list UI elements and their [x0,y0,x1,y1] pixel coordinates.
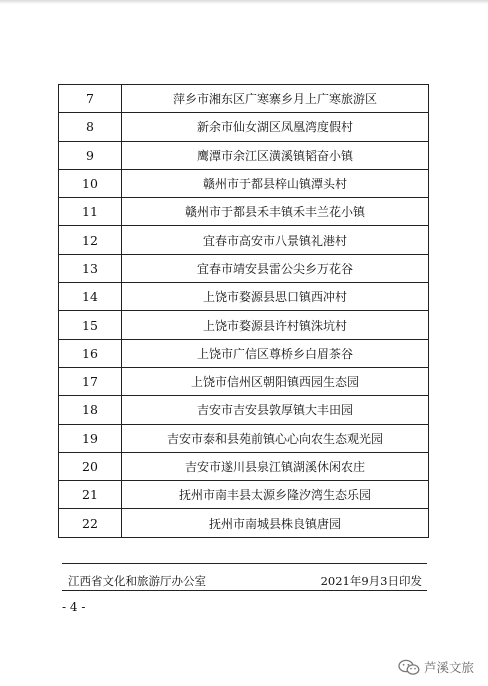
row-number: 15 [59,311,122,339]
row-number: 9 [59,141,122,169]
spot-name: 新余市仙女湖区凤凰湾度假村 [122,113,429,141]
spot-name: 抚州市南城县株良镇唐园 [122,509,429,537]
row-number: 7 [59,85,122,113]
row-number: 16 [59,339,122,367]
spot-name: 宜春市靖安县雷公尖乡万花谷 [122,254,429,282]
spot-name: 吉安市吉安县敦厚镇大丰田园 [122,396,429,424]
spot-name: 上饶市广信区尊桥乡白眉茶谷 [122,339,429,367]
table-row [59,424,429,452]
table-row [59,198,429,226]
table-row [59,226,429,254]
spot-name: 赣州市于都县梓山镇潭头村 [122,169,429,197]
spot-name: 赣州市于都县禾丰镇禾丰兰花小镇 [122,198,429,226]
row-number: 13 [59,254,122,282]
table-body [59,85,429,538]
scenic-spot-table [58,84,429,538]
spot-name: 上饶市婺源县许村镇洙坑村 [122,311,429,339]
spot-name: 上饶市信州区朝阳镇西园生态园 [122,367,429,395]
spot-name: 吉安市遂川县泉江镇湖溪休闲农庄 [122,452,429,480]
spot-name: 上饶市婺源县思口镇西冲村 [122,283,429,311]
table-row [59,339,429,367]
table-row [59,452,429,480]
table-row [59,311,429,339]
wechat-icon [398,659,420,676]
page-top-edge [0,0,488,4]
row-number: 18 [59,396,122,424]
row-number: 21 [59,481,122,509]
table-row [59,169,429,197]
issue-date: 2021年9月3日印发 [320,574,422,588]
spot-name: 抚州市南丰县太源乡隆汐湾生态乐园 [122,481,429,509]
row-number: 11 [59,198,122,226]
footer-top-rule [62,563,427,564]
table-row [59,85,429,113]
table-row [59,254,429,282]
table-row [59,509,429,537]
wechat-watermark [398,658,474,676]
table-row [59,367,429,395]
table-row [59,141,429,169]
row-number: 19 [59,424,122,452]
page-number: - 4 - [62,600,86,614]
row-number: 10 [59,169,122,197]
spot-name: 吉安市泰和县苑前镇心心向农生态观光园 [122,424,429,452]
footer-bottom-rule [62,590,427,591]
row-number: 17 [59,367,122,395]
row-number: 8 [59,113,122,141]
row-number: 22 [59,509,122,537]
row-number: 20 [59,452,122,480]
spot-name: 萍乡市湘东区广寒寨乡月上广寒旅游区 [122,85,429,113]
issuer-office: 江西省文化和旅游厅办公室 [68,574,206,588]
table-row [59,481,429,509]
table-row [59,113,429,141]
table-row [59,396,429,424]
spot-name: 宜春市高安市八景镇礼港村 [122,226,429,254]
spot-name: 鹰潭市余江区潢溪镇韬奋小镇 [122,141,429,169]
watermark-text: 芦溪文旅 [423,660,474,675]
row-number: 12 [59,226,122,254]
table-row [59,283,429,311]
row-number: 14 [59,283,122,311]
